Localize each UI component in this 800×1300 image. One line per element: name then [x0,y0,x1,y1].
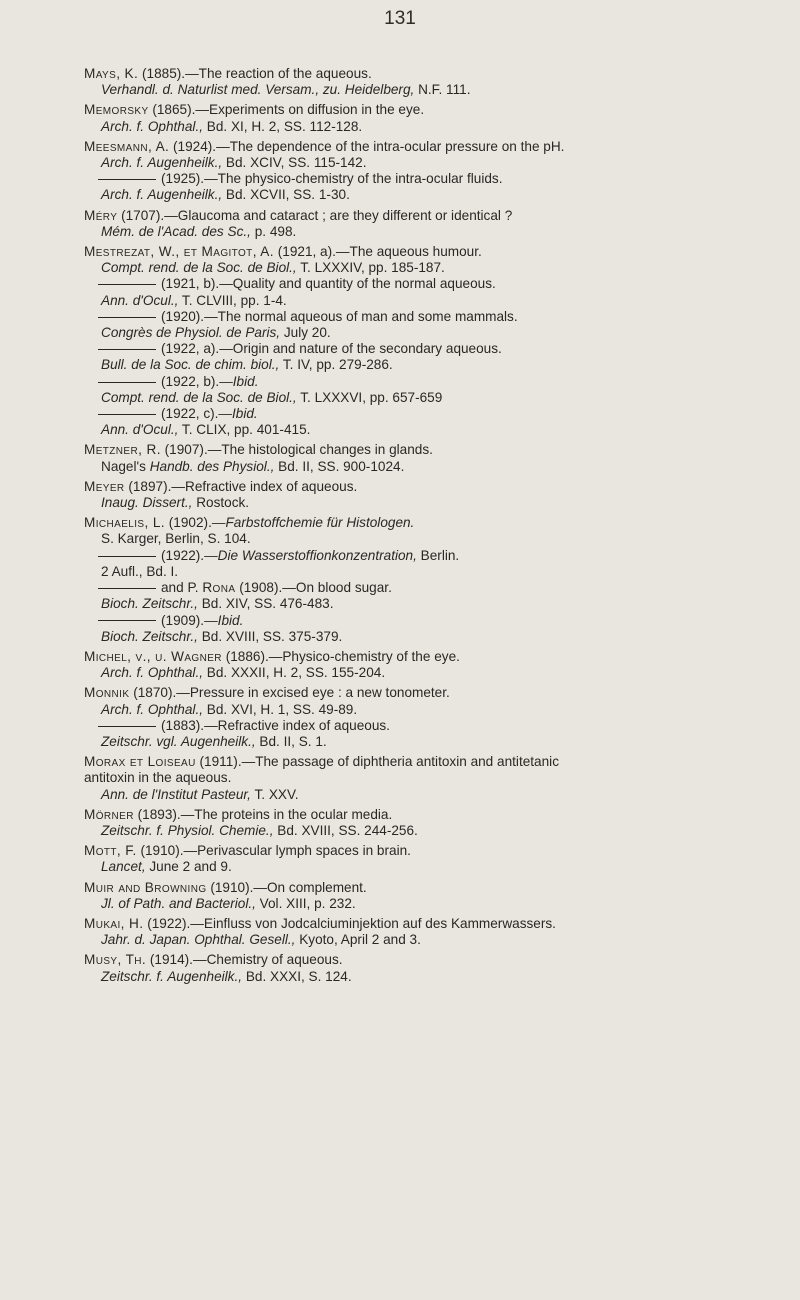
reference-title: —Ibid. [204,612,244,628]
reference-journal: Zeitschr. f. Physiol. Chemie., [101,822,274,838]
reference-source-line [84,531,784,547]
reference-heading-line [84,374,784,390]
reference-author: Michaelis, L. [84,515,165,531]
reference-source-line [84,224,784,240]
reference-volume: antitoxin in the aqueous. [84,770,232,786]
reference-heading-line [84,139,784,155]
reference-journal: Congrès de Physiol. de Paris, [101,325,281,341]
reference-journal: Compt. rend. de la Soc. de Biol., [101,389,297,405]
reference-author: Morax et Loiseau [84,754,196,770]
reference-entry [84,685,784,717]
reference-entry [84,548,784,580]
reference-entry [84,276,784,308]
reference-source-line [84,896,784,912]
reference-journal: Verhandl. d. Naturlist med. Versam., zu. Heidelberg, [101,82,415,98]
reference-year: (1921, b). [161,276,220,292]
reference-year: (1902). [168,515,212,531]
reference-title: —The aqueous humour. [335,244,482,260]
reference-volume: T. XXV. [250,786,299,802]
reference-year: (1908). [239,580,283,596]
reference-journal: Arch. f. Augenheilk., [101,187,223,203]
reference-journal: Handb. des Physiol., [149,458,275,474]
reference-heading-line [84,718,784,734]
reference-year: (1883). [161,717,205,733]
ditto-dash [98,317,156,318]
reference-title: —Experiments on diffusion in the eye. [195,102,425,118]
reference-source-line [84,357,784,373]
reference-title: —The dependence of the intra-ocular pressure on the pH. [216,138,565,154]
reference-volume: Vol. XIII, p. 232. [255,895,356,911]
reference-year: (1924). [173,138,217,154]
reference-volume: T. LXXXIV, pp. 185-187. [296,260,445,276]
reference-heading-line [84,244,784,260]
reference-volume: Bd. XXXII, H. 2, SS. 155-204. [203,665,386,681]
reference-title: —Glaucoma and cataract ; are they different or identical ? [164,207,513,223]
reference-journal: Bioch. Zeitschr., [101,628,198,644]
reference-heading-line [84,479,784,495]
reference-entry [84,807,784,839]
reference-source-line [84,422,784,438]
reference-entry [84,649,784,681]
reference-volume: Bd. XI, H. 2, SS. 112-128. [203,118,363,134]
reference-source-line [84,390,784,406]
reference-journal: Mém. de l'Acad. des Sc., [101,223,251,239]
reference-journal: Compt. rend. de la Soc. de Biol., [101,260,297,276]
reference-title: —Pressure in excised eye : a new tonometer. [176,685,450,701]
reference-source-line [84,459,784,475]
reference-year: (1910). [140,843,184,859]
reference-year: (1921, a). [277,244,336,260]
reference-entry [84,66,784,98]
reference-journal: Zeitschr. f. Augenheilk., [101,968,243,984]
reference-entry [84,754,784,803]
reference-year: (1907). [164,442,208,458]
reference-entry [84,406,784,438]
reference-volume: Bd. XVIII, SS. 244-256. [273,822,418,838]
reference-source-line [84,969,784,985]
reference-volume: T. IV, pp. 279-286. [279,357,393,373]
reference-title: —The normal aqueous of man and some mammals. [204,308,518,324]
ditto-dash [98,284,156,285]
reference-heading-line [84,843,784,859]
reference-author: Metzner, R. [84,442,161,458]
reference-title: —The passage of diphtheria antitoxin and antitetanic [241,754,559,770]
reference-heading-line [84,171,784,187]
reference-author: Memorsky [84,102,149,118]
reference-source-line [84,119,784,135]
reference-source-line [84,325,784,341]
reference-year: (1922, c). [161,406,219,422]
reference-title: —Origin and nature of the secondary aqueous. [219,341,502,357]
reference-connector: and P. [161,580,203,596]
ditto-dash [98,414,156,415]
reference-journal: Bioch. Zeitschr., [101,596,198,612]
reference-author: Mörner [84,806,134,822]
reference-title: —Farbstoffchemie für Histologen. [211,515,415,531]
reference-entry [84,374,784,406]
reference-source-line [84,665,784,681]
reference-entry [84,171,784,203]
reference-year: (1909). [161,612,205,628]
reference-author: Meesmann, A. [84,138,170,154]
reference-title: —Quality and quantity of the normal aqueous. [219,276,496,292]
reference-volume: Rostock. [192,495,250,511]
reference-volume: Bd. II, SS. 900-1024. [274,458,405,474]
reference-year: (1910). [210,879,254,895]
reference-heading-line [84,66,784,82]
reference-author: Monnik [84,685,130,701]
reference-title: —Chemistry of aqueous. [192,952,343,968]
reference-source-line [84,155,784,171]
reference-year: (1893). [137,806,181,822]
reference-year: (1920). [161,308,205,324]
reference-source-line [84,787,784,803]
reference-volume: T. CLIX, pp. 401-415. [178,422,311,438]
reference-coauthor: Rona [202,580,236,596]
reference-year: (1886). [225,648,269,664]
reference-heading-line [84,649,784,665]
reference-title: —Perivascular lymph spaces in brain. [183,843,411,859]
reference-journal: Jahr. d. Japan. Ophthal. Gesell., [101,932,296,948]
reference-entry [84,613,784,645]
reference-heading-line [84,442,784,458]
reference-author: Mestrezat, W., et Magitot, A. [84,244,274,260]
reference-author: Michel, v., u. Wagner [84,648,222,664]
reference-entry [84,952,784,984]
reference-year: (1925). [161,171,205,187]
reference-year: (1914). [149,952,193,968]
reference-journal: Inaug. Dissert., [101,495,193,511]
reference-source-line [84,596,784,612]
reference-volume: Bd. XCVII, SS. 1-30. [222,187,350,203]
reference-heading-line [84,515,784,531]
reference-journal: Ann. d'Ocul., [101,422,179,438]
reference-journal: Lancet, [101,859,146,875]
reference-title: —Ibid. [218,406,258,422]
reference-title-tail: Berlin. [416,547,460,563]
ditto-dash [98,726,156,727]
reference-heading-line [84,807,784,823]
reference-entry [84,916,784,948]
reference-heading-line [84,580,784,596]
reference-entry [84,718,784,750]
reference-journal: Arch. f. Ophthal., [101,118,203,134]
reference-journal: Ann. de l'Institut Pasteur, [101,786,251,802]
reference-title: —The histological changes in glands. [207,442,433,458]
reference-heading-line [84,952,784,968]
reference-volume: Bd. XIV, SS. 476-483. [197,596,334,612]
reference-source-line [84,260,784,276]
reference-title: —The proteins in the ocular media. [180,806,393,822]
reference-year: (1885). [141,66,186,81]
reference-volume: June 2 and 9. [145,859,232,875]
reference-heading-line [84,916,784,932]
reference-entry [84,479,784,511]
reference-heading-line [84,341,784,357]
reference-title: —The reaction of the aqueous. [185,66,372,81]
reference-title: —Refractive index of aqueous. [171,478,358,494]
reference-heading-line [84,406,784,422]
reference-year: (1922). [161,547,205,563]
reference-heading-line [84,685,784,701]
reference-title: —Physico-chemistry of the eye. [268,648,460,664]
reference-heading-line [84,613,784,629]
reference-entry [84,580,784,612]
reference-source-line [84,859,784,875]
reference-journal: Zeitschr. vgl. Augenheilk., [101,733,256,749]
reference-author: Mott, F. [84,843,137,859]
reference-title: —Einfluss von Jodcalciuminjektion auf des Kammerwassers. [190,915,556,931]
ditto-dash [98,588,156,589]
reference-entry [84,442,784,474]
reference-source-line [84,82,784,98]
reference-volume: Bd. XVI, H. 1, SS. 49-89. [203,701,358,717]
ditto-dash [98,556,156,557]
reference-title: —On blood sugar. [282,580,392,596]
reference-journal: Bull. de la Soc. de chim. biol., [101,357,280,373]
reference-heading-line [84,548,784,564]
reference-author: Mays, K. [84,66,139,81]
reference-heading-line [84,754,784,770]
reference-source-line [84,823,784,839]
reference-title: —Refractive index of aqueous. [204,717,390,733]
reference-volume: Kyoto, April 2 and 3. [295,932,421,948]
reference-heading-line [84,276,784,292]
reference-entry [84,341,784,373]
reference-heading-line [84,208,784,224]
reference-title: —On complement. [253,879,367,895]
reference-year: (1922). [147,915,191,931]
reference-year: (1922, b). [161,373,220,389]
ditto-dash [98,349,156,350]
reference-journal: Arch. f. Augenheilk., [101,155,223,171]
reference-volume: Bd. XVIII, SS. 375-379. [197,628,343,644]
reference-volume: July 20. [280,325,331,341]
ditto-dash [98,179,156,180]
reference-heading-line [84,102,784,118]
reference-source-line [84,702,784,718]
reference-entry [84,102,784,134]
reference-heading-line [84,880,784,896]
reference-journal: Jl. of Path. and Bacteriol., [101,895,256,911]
reference-journal: Arch. f. Ophthal., [101,701,203,717]
reference-entry [84,309,784,341]
reference-volume: N.F. 111. [414,82,471,98]
reference-volume: 2 Aufl., Bd. I. [101,563,179,579]
reference-volume: T. LXXXVI, pp. 657-659 [296,389,443,405]
reference-source-line [84,187,784,203]
reference-author: Muir and Browning [84,879,207,895]
reference-volume: T. CLVIII, pp. 1-4. [178,292,287,308]
reference-entry [84,515,784,547]
reference-year: (1865). [152,102,196,118]
reference-list [84,62,784,985]
reference-author: Mukai, H. [84,915,144,931]
reference-source-line [84,932,784,948]
reference-entry [84,880,784,912]
reference-year: (1922, a). [161,341,220,357]
reference-author: Musy, Th. [84,952,147,968]
reference-source-line [84,770,784,786]
reference-volume: S. Karger, Berlin, S. 104. [101,531,251,547]
reference-source-line [84,734,784,750]
reference-year: (1707). [121,207,165,223]
ditto-dash [98,382,156,383]
reference-year: (1911). [199,754,242,770]
reference-year: (1897). [128,478,172,494]
reference-source-line [84,293,784,309]
reference-author: Méry [84,207,118,223]
ditto-dash [98,620,156,621]
reference-volume: Bd. II, S. 1. [255,733,327,749]
reference-author: Meyer [84,478,125,494]
reference-title: —Die Wasserstoffionkonzentration, [204,547,417,563]
reference-year: (1870). [133,685,177,701]
reference-journal: Arch. f. Ophthal., [101,665,203,681]
reference-source-prefix: Nagel's [101,458,150,474]
reference-entry [84,208,784,240]
reference-volume: p. 498. [250,223,297,239]
reference-source-line [84,629,784,645]
reference-heading-line [84,309,784,325]
reference-volume: Bd. XXXI, S. 124. [242,968,352,984]
reference-source-line [84,495,784,511]
reference-title: —The physico-chemistry of the intra-ocular fluids. [204,171,503,187]
reference-entry [84,843,784,875]
page-number: 131 [384,8,416,29]
reference-journal: Ann. d'Ocul., [101,292,179,308]
reference-title: —Ibid. [219,373,259,389]
reference-entry [84,139,784,171]
reference-volume: Bd. XCIV, SS. 115-142. [222,155,367,171]
reference-source-line [84,564,784,580]
reference-entry [84,244,784,276]
